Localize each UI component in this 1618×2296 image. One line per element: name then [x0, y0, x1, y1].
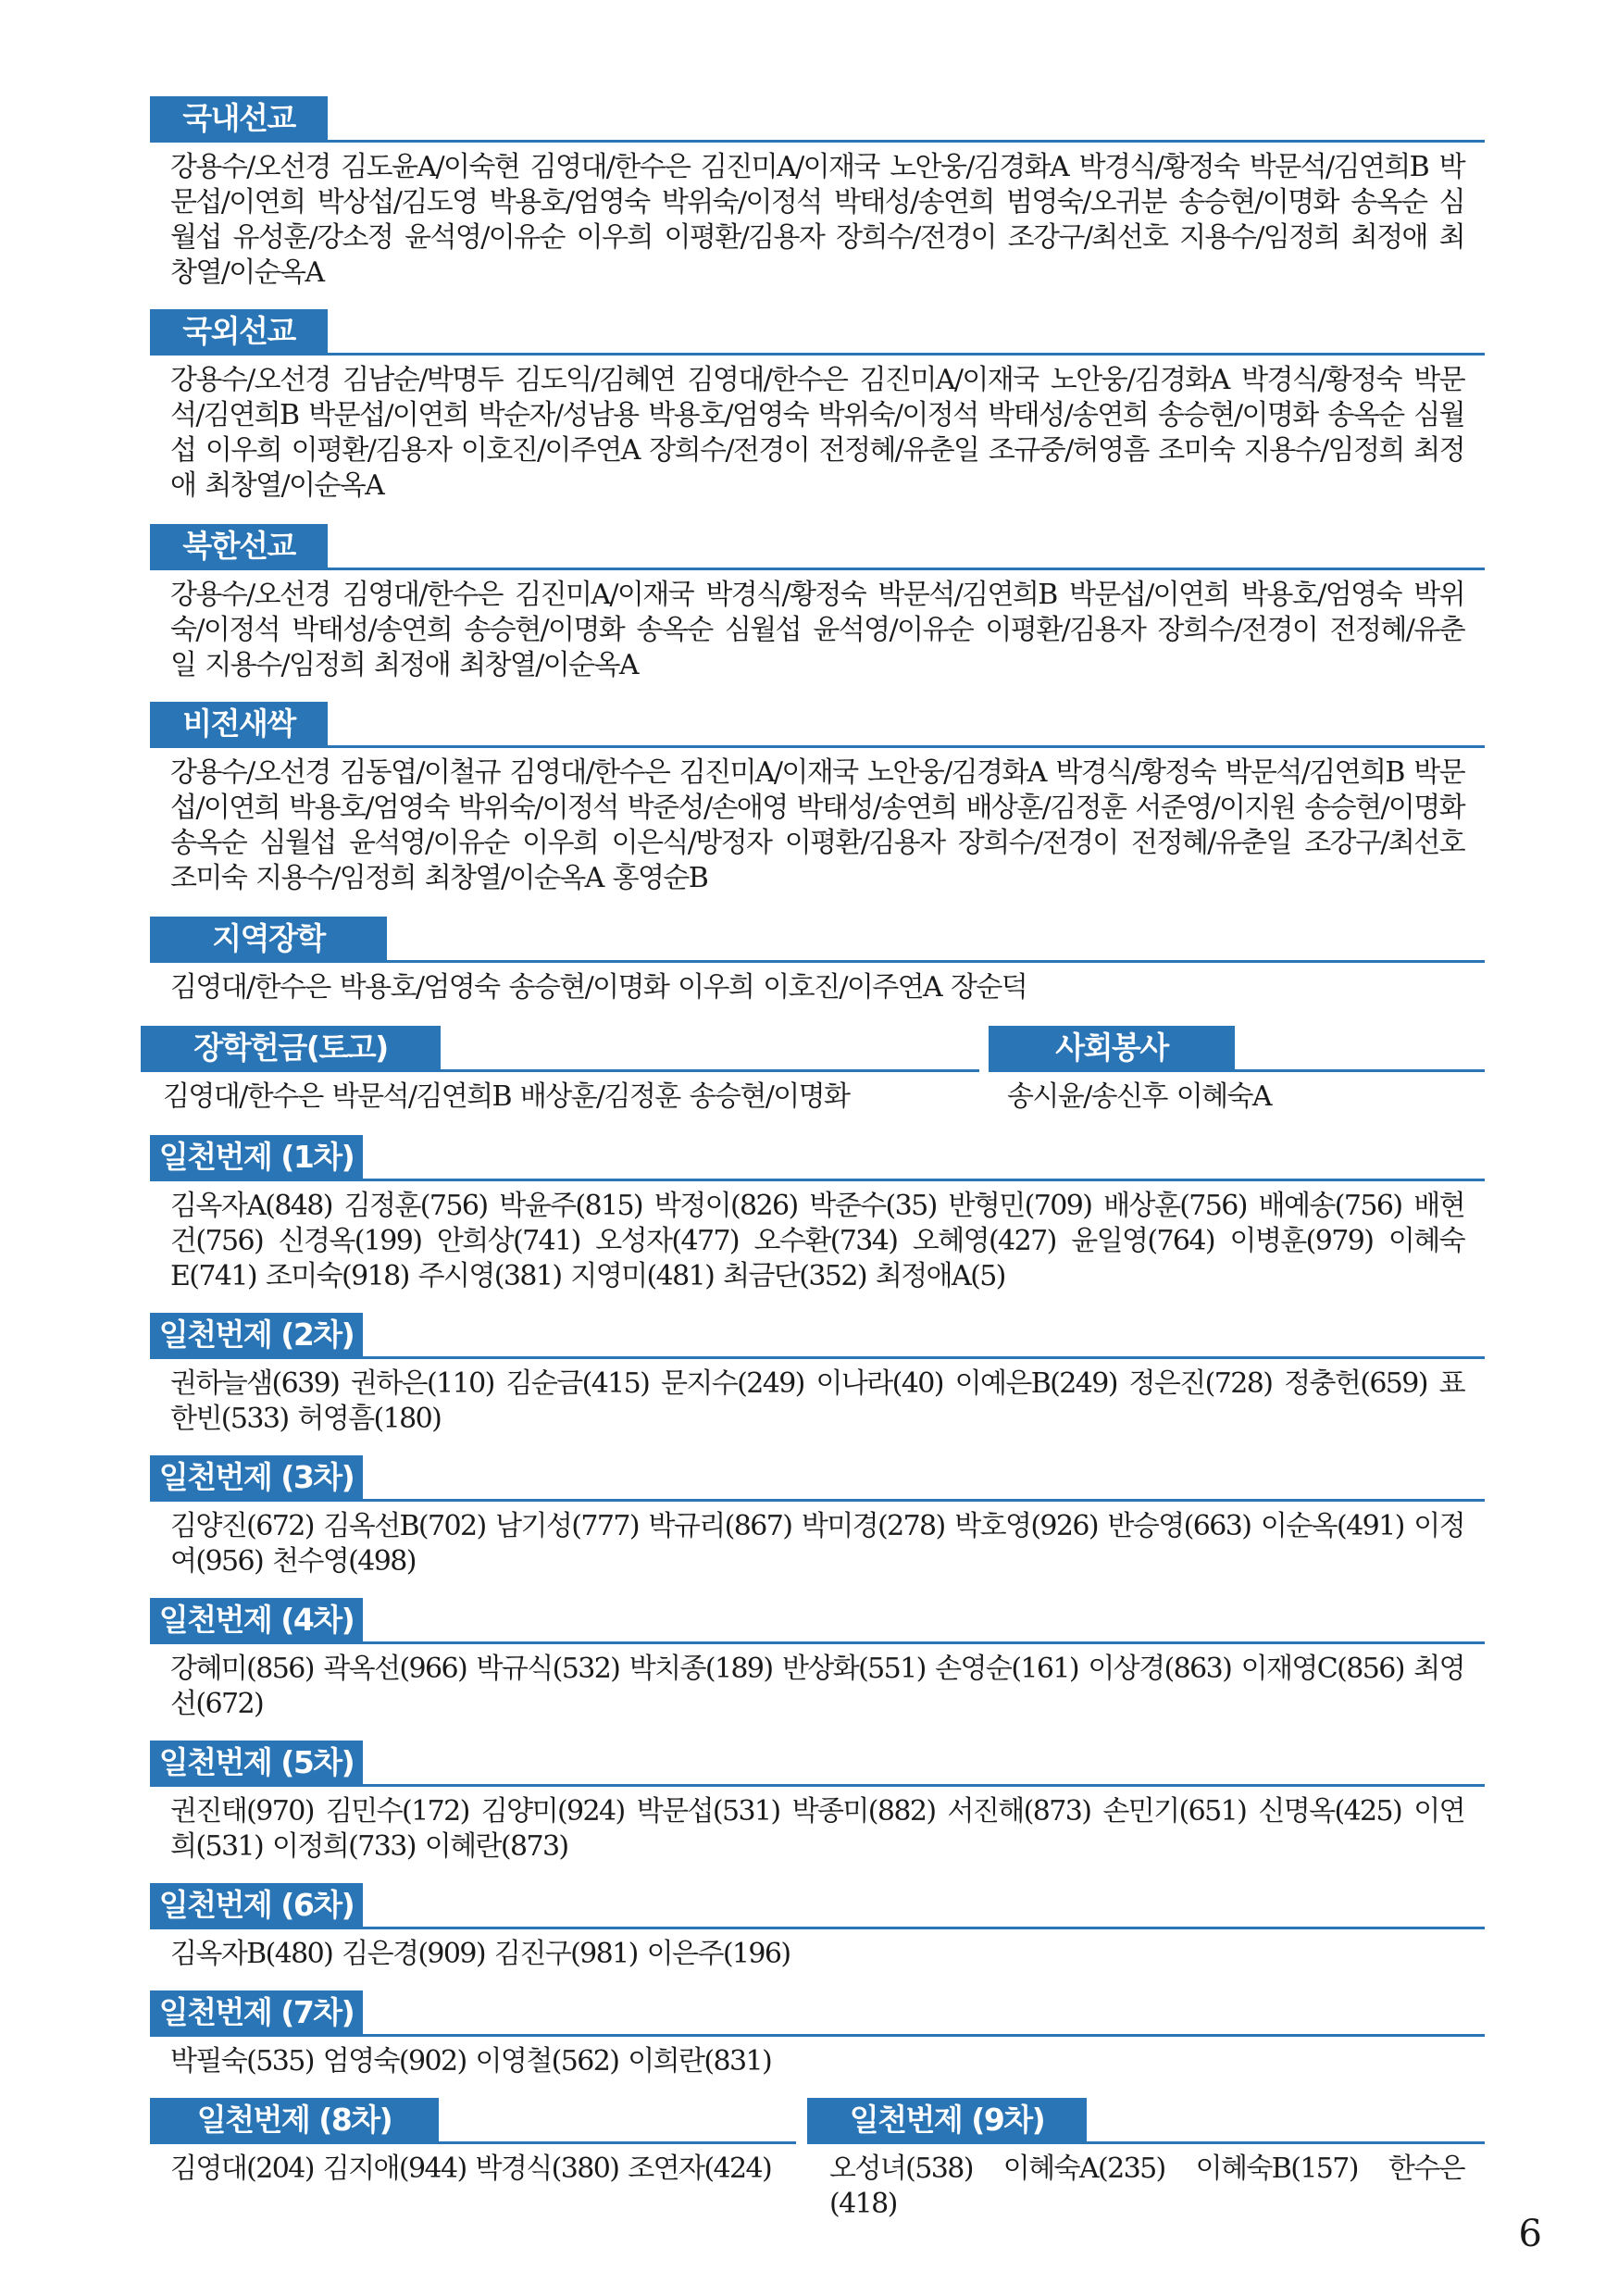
section-title: 일천번제 (2차) — [150, 1313, 363, 1357]
section-rule — [150, 2141, 796, 2144]
section-text: 강용수/오선경 김도윤A/이숙현 김영대/한수은 김진미A/이재국 노안웅/김경화A 박경식/황정숙 박문석/김연희B 박문섭/이연희 박상섭/김도영 박용호/엄영숙 박위숙/이정석 박태성/송연희 범영숙/오귀분 송승현/이명화 송옥순 심월섭 유성훈/강소정 윤석영/이유순 이우희 이평환/김용자 장희수/전경이 조강구/최선호 지용수/임정희 최정애 최창열/이순옥A — [170, 151, 1464, 289]
section-offering-round-2 — [150, 1313, 1485, 1437]
section-title: 비전새싹 — [150, 702, 328, 746]
section-title: 장학헌금(토고) — [141, 1026, 441, 1070]
section-text: 오성녀(538) 이혜숙A(235) 이혜숙B(157) 한수은(418) — [829, 2152, 1464, 2220]
section-north-korea-mission — [150, 524, 1485, 683]
section-text: 강용수/오선경 김남순/박명두 김도익/김혜연 김영대/한수은 김진미A/이재국 노안웅/김경화A 박경식/황정숙 박문석/김연희B 박문섭/이연희 박순자/성남용 박용호/엄영숙 박위숙/이정석 박태성/송연희 송승현/이명화 송옥순 심월섭 이우희 이평환/김용자 이호진/이주연A 장희수/전경이 전정혜/유춘일 조규중/허영흠 조미숙 지용수/임정희 최정애 최창열/이순옥A — [170, 364, 1464, 502]
section-title: 일천번제 (8차) — [150, 2098, 439, 2142]
section-header — [150, 1313, 1485, 1359]
section-title: 일천번제 (9차) — [807, 2098, 1087, 2142]
section-text: 송시윤/송신후 이혜숙A — [1007, 1080, 1271, 1113]
section-header — [150, 1883, 1485, 1929]
section-offering-round-8 — [150, 2098, 796, 2187]
section-header — [150, 1135, 1485, 1181]
section-rule — [150, 1179, 1485, 1181]
section-scholarship-offering — [141, 1026, 979, 1115]
section-text: 강혜미(856) 곽옥선(966) 박규식(532) 박치종(189) 반상화(551) 손영순(161) 이상경(863) 이재영C(856) 최영선(672) — [170, 1653, 1464, 1720]
section-text: 박필숙(535) 엄영숙(902) 이영철(562) 이희란(831) — [170, 2045, 772, 2078]
section-text: 권진태(970) 김민수(172) 김양미(924) 박문섭(531) 박종미(882) 서진해(873) 손민기(651) 신명옥(425) 이연희(531) 이정희(733) 이혜란(873) — [170, 1795, 1464, 1863]
section-header — [141, 1026, 979, 1072]
section-vision-sprout — [150, 702, 1485, 896]
section-rule — [150, 2034, 1485, 2037]
section-offering-round-5 — [150, 1741, 1485, 1865]
section-header — [150, 1990, 1485, 2037]
section-header — [150, 524, 1485, 570]
section-rule — [807, 2141, 1485, 2144]
section-header — [150, 1598, 1485, 1644]
section-social-service — [989, 1026, 1485, 1115]
section-title: 일천번제 (1차) — [150, 1135, 363, 1179]
section-text: 김옥자A(848) 김정훈(756) 박윤주(815) 박정이(826) 박준수(35) 반형민(709) 배상훈(756) 배예송(756) 배현건(756) 신경옥(199) 안희상(741) 오성자(477) 오수환(734) 오혜영(427) 윤일영(764) 이병훈(979) 이혜숙E(741) 조미숙(918) 주시영(381) 지영미(481) 최금단(352) 최정애A(5) — [170, 1190, 1464, 1292]
section-text: 김양진(672) 김옥선B(702) 남기성(777) 박규리(867) 박미경(278) 박호영(926) 반승영(663) 이순옥(491) 이정여(956) 천수영(498) — [170, 1510, 1464, 1578]
section-offering-round-9 — [807, 2098, 1485, 2222]
section-rule — [989, 1069, 1485, 1072]
section-header — [150, 96, 1485, 143]
section-header — [150, 1741, 1485, 1787]
section-title: 일천번제 (5차) — [150, 1741, 363, 1785]
section-rule — [150, 1784, 1485, 1787]
section-rule — [150, 745, 1485, 748]
section-header — [989, 1026, 1485, 1072]
section-rule — [150, 140, 1485, 143]
section-overseas-mission — [150, 309, 1485, 504]
section-text: 강용수/오선경 김동엽/이철규 김영대/한수은 김진미A/이재국 노안웅/김경화A 박경식/황정숙 박문석/김연희B 박문섭/이연희 박용호/엄영숙 박위숙/이정석 박준성/손애영 박태성/송연희 배상훈/김정훈 서준영/이지원 송승현/이명화 송옥순 심월섭 윤석영/이유순 이우희 이은식/방정자 이평환/김용자 장희수/전경이 전정혜/유춘일 조강구/최선호 조미숙 지용수/임정희 최창열/이순옥A 홍영순B — [170, 756, 1464, 894]
section-offering-round-7 — [150, 1990, 1485, 2079]
section-header — [150, 702, 1485, 748]
section-text: 김영대/한수은 박문석/김연희B 배상훈/김정훈 송승현/이명화 — [163, 1080, 850, 1113]
section-rule — [150, 1499, 1485, 1502]
section-rule — [150, 353, 1485, 356]
section-offering-round-6 — [150, 1883, 1485, 1972]
section-header — [150, 309, 1485, 356]
section-rule — [141, 1069, 979, 1072]
section-offering-round-1 — [150, 1135, 1485, 1294]
section-title: 지역장학 — [150, 917, 387, 961]
page-number: 6 — [1518, 2213, 1542, 2255]
section-rule — [150, 960, 1485, 963]
section-text: 김영대(204) 김지애(944) 박경식(380) 조연자(424) — [170, 2152, 772, 2185]
section-offering-round-4 — [150, 1598, 1485, 1722]
section-offering-round-3 — [150, 1455, 1485, 1579]
section-rule — [150, 568, 1485, 570]
section-header — [807, 2098, 1485, 2144]
section-text: 김영대/한수은 박용호/엄영숙 송승현/이명화 이우희 이호진/이주연A 장순덕 — [170, 971, 1027, 1004]
section-title: 북한선교 — [150, 524, 328, 568]
section-header — [150, 2098, 796, 2144]
section-header — [150, 1455, 1485, 1502]
section-text: 권하늘샘(639) 권하은(110) 김순금(415) 문지수(249) 이나라(40) 이예은B(249) 정은진(728) 정충헌(659) 표한빈(533) 허영흠(180) — [170, 1367, 1464, 1435]
section-text: 김옥자B(480) 김은경(909) 김진구(981) 이은주(196) — [170, 1938, 790, 1970]
section-rule — [150, 1356, 1485, 1359]
section-regional-scholarship — [150, 917, 1485, 1005]
section-text: 강용수/오선경 김영대/한수은 김진미A/이재국 박경식/황정숙 박문석/김연희B 박문섭/이연희 박용호/엄영숙 박위숙/이정석 박태성/송연희 송승현/이명화 송옥순 심월섭 윤석영/이유순 이평환/김용자 장희수/전경이 전정혜/유춘일 지용수/임정희 최정애 최창열/이순옥A — [170, 579, 1464, 681]
section-title: 일천번제 (4차) — [150, 1598, 363, 1642]
section-title: 국내선교 — [150, 96, 328, 141]
section-title: 일천번제 (3차) — [150, 1455, 363, 1500]
section-domestic-mission — [150, 96, 1485, 291]
section-header — [150, 917, 1485, 963]
section-title: 사회봉사 — [989, 1026, 1235, 1070]
section-title: 국외선교 — [150, 309, 328, 354]
section-title: 일천번제 (7차) — [150, 1990, 363, 2035]
section-title: 일천번제 (6차) — [150, 1883, 363, 1928]
section-rule — [150, 1641, 1485, 1644]
section-rule — [150, 1927, 1485, 1929]
